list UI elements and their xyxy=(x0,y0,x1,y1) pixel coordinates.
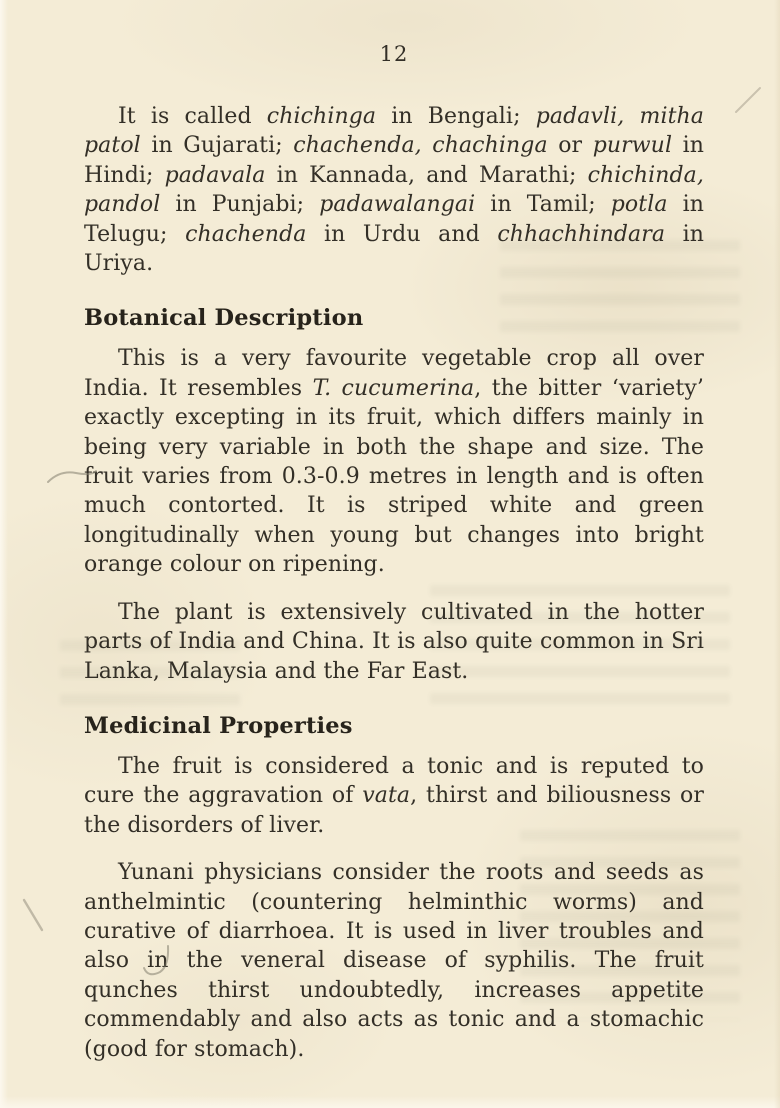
heading-botanical-description: Botanical Description xyxy=(84,305,364,332)
page-number: 12 xyxy=(379,42,409,66)
page-content xyxy=(0,42,780,1064)
paragraph-vernacular-names: It is called chichinga in Bengali; padavli, mitha patol in Gujarati; chachenda, chachinga or purwul in Hindi; padavala in Kannada, and Marathi; chichinda, pandol in Punjabi; padawalangai in Tamil; potla in Telugu; chachenda in Urdu and chhachhindara in Uriya. xyxy=(84,104,705,277)
paragraph-botanical-1: This is a very favourite vegetable crop all over India. It resembles T. cucumerina, the bitter ‘variety’ exactly excepting in its fruit, which differs mainly in being very variable in both the shape and size. The fruit varies from 0.3-0.9 metres in length and is often much contorted. It is striped white and green longitudinally when young but changes into bright orange colour on ripening. xyxy=(84,346,704,578)
paragraph-medicinal-1: The fruit is considered a tonic and is reputed to cure the aggravation of vata, thirst and biliousness or the disorders of liver. xyxy=(84,753,704,838)
heading-medicinal-properties: Medicinal Properties xyxy=(84,712,353,739)
paragraph-botanical-2: The plant is extensively cultivated in the hotter parts of India and China. It is also quite common in Sri Lanka, Malaysia and the Far East. xyxy=(84,599,704,684)
paragraph-medicinal-2: Yunani physicians consider the roots and seeds as anthelmintic (countering helminthic worms) and curative of diarrhoea. It is used in liver troubles and also in the veneral disease of syphilis. The fruit qunches thirst undoubtedly, increases appetite commendably and also acts as tonic and a stomachic (good for stomach). xyxy=(84,860,704,1062)
